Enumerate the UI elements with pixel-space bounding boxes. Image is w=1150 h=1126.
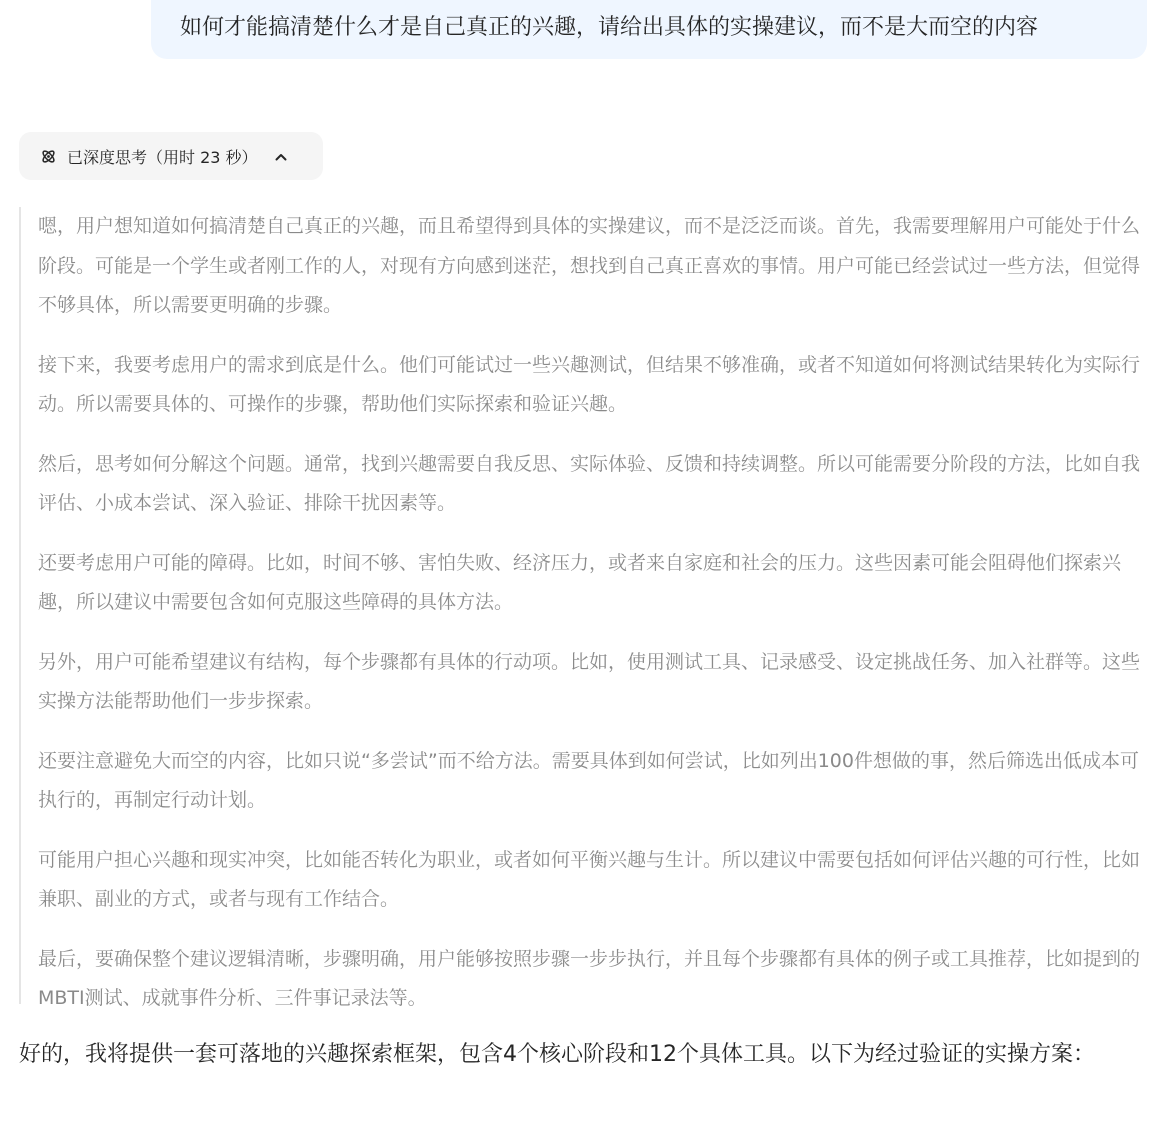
- thought-paragraph: 然后，思考如何分解这个问题。通常，找到兴趣需要自我反思、实际体验、反馈和持续调整。所以可能需要分阶段的方法，比如自我评估、小成本尝试、深入验证、排除干扰因素等。: [38, 452, 1141, 514]
- deep-thinking-toggle[interactable]: [19, 132, 323, 180]
- thought-paragraph: 最后，要确保整个建议逻辑清晰，步骤明确，用户能够按照步骤一步步执行，并且每个步骤都有具体的例子或工具推荐，比如提到的MBTI测试、成就事件分析、三件事记录法等。: [38, 947, 1141, 1009]
- thought-paragraph: 可能用户担心兴趣和现实冲突，比如能否转化为职业，或者如何平衡兴趣与生计。所以建议中需要包括如何评估兴趣的可行性，比如兼职、副业的方式，或者与现有工作结合。: [38, 848, 1141, 910]
- user-message-text: 如何才能搞清楚什么才是自己真正的兴趣，请给出具体的实操建议，而不是大而空的内容: [180, 15, 1039, 40]
- thinking-content: [19, 207, 1145, 1009]
- thought-paragraph: 另外，用户可能希望建议有结构，每个步骤都有具体的行动项。比如，使用测试工具、记录感受、设定挑战任务、加入社群等。这些实操方法能帮助他们一步步探索。: [38, 650, 1141, 712]
- assistant-answer-text: 好的，我将提供一套可落地的兴趣探索框架，包含4个核心阶段和12个具体工具。以下为经过验证的实操方案：: [19, 1042, 1095, 1067]
- thought-paragraph: 接下来，我要考虑用户的需求到底是什么。他们可能试过一些兴趣测试，但结果不够准确，或者不知道如何将测试结果转化为实际行动。所以需要具体的、可操作的步骤，帮助他们实际探索和验证兴趣。: [38, 353, 1141, 415]
- user-message-bubble: [151, 0, 1147, 59]
- deep-thinking-label: 已深度思考（用时 23 秒）: [67, 147, 258, 167]
- thought-paragraph: 还要注意避免大而空的内容，比如只说“多尝试”而不给方法。需要具体到如何尝试，比如列出100件想做的事，然后筛选出低成本可执行的，再制定行动计划。: [38, 749, 1139, 811]
- chevron-up-icon: [274, 149, 288, 163]
- thought-paragraph: 还要考虑用户可能的障碍。比如，时间不够、害怕失败、经济压力，或者来自家庭和社会的压力。这些因素可能会阻碍他们探索兴趣，所以建议中需要包含如何克服这些障碍的具体方法。: [38, 551, 1122, 613]
- thought-paragraph: 嗯，用户想知道如何搞清楚自己真正的兴趣，而且希望得到具体的实操建议，而不是泛泛而谈。首先，我需要理解用户可能处于什么阶段。可能是一个学生或者刚工作的人，对现有方向感到迷茫，想找到自己真正喜欢的事情。用户可能已经尝试过一些方法，但觉得不够具体，所以需要更明确的步骤。: [38, 215, 1141, 316]
- deep-think-icon: [40, 148, 57, 165]
